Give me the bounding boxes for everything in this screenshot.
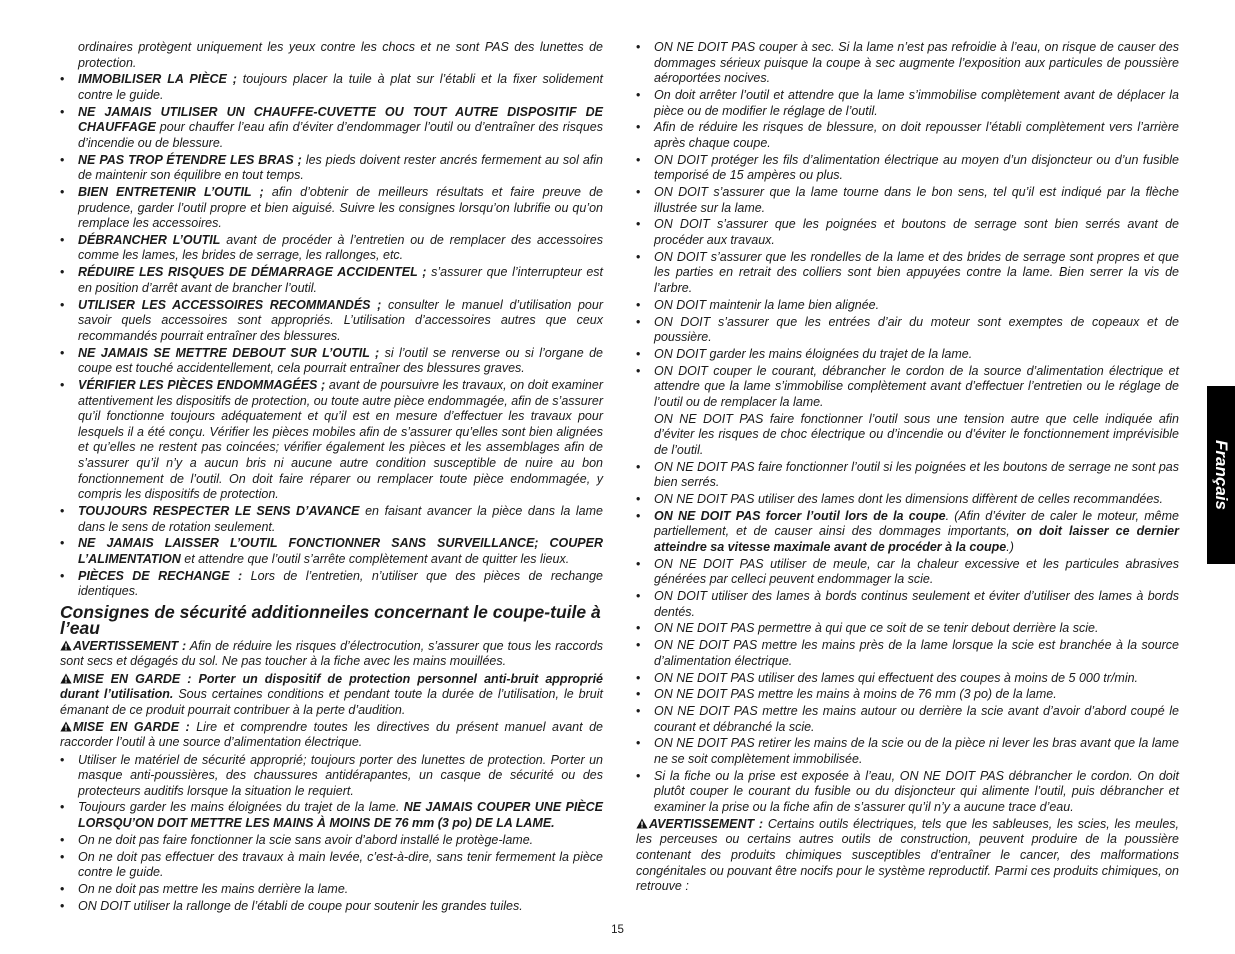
item-bold: UTILISER LES ACCESSOIRES RECOMMANDÉS ; — [78, 297, 382, 312]
list-item: • ON NE DOIT PAS utiliser de meule, car la chaleur excessive et les particules abrasives générées par celleci peuvent endommager la scie. — [636, 557, 1179, 588]
operation-rules-list-2 — [636, 460, 1179, 508]
list-item — [60, 833, 603, 849]
item-bold: NE JAMAIS COUPER UNE PIÈCE LORSQU’ON DOIT METTRE LES MAINS À MOINS DE 76 mm (3 po) DE LA LAME. — [78, 800, 603, 831]
list-item: • Afin de réduire les risques de blessure, on doit repousser l’établi complètement vers l’arrière après chaque coupe. — [636, 120, 1179, 151]
force-rule-text-2: .) — [1006, 539, 1014, 554]
warning-triangle-icon — [60, 640, 72, 651]
language-tab-label: Français — [1212, 440, 1231, 510]
list-item — [60, 153, 603, 184]
warning-text: Certains outils électriques, tels que les sableuses, les scies, les meules, les perceuses ou certains autres outils de construction, peuvent produire de la poussière contenant des produits chimiques susceptibles d’entraîner le cancer, des malformations congénitales ou pouvant être nocifs pour le système reproductif. Parmi ces produits chimiques, on retrouve : — [636, 816, 1180, 894]
list-item: • ON NE DOIT PAS mettre les mains à moins de 76 mm (3 po) de la lame. — [636, 687, 1179, 703]
list-item — [60, 882, 603, 898]
list-item: • ON DOIT s’assurer que les poignées et boutons de serrage sont bien serrés avant de procéder aux travaux. — [636, 217, 1179, 248]
list-item: • ON NE DOIT PAS utiliser des lames dont les dimensions diffèrent de celles recommandées. — [636, 492, 1179, 508]
list-item — [636, 509, 1179, 556]
item-text: si l’outil se renverse ou si l’organe de coupe est touché accidentellement, cela pourrait entraîner des blessures graves. — [78, 345, 603, 376]
item-bold: BIEN ENTRETENIR L’OUTIL ; — [78, 184, 264, 199]
list-item: • Si la fiche ou la prise est exposée à l’eau, ON NE DOIT PAS débrancher le cordon. On doit plutôt couper le courant du fusible ou du disjoncteur qui alimente l’outil, puis débrancher et examiner la prise ou la fiche afin de s’assurer qu’il n’y a aucune trace d’eau. — [636, 769, 1179, 816]
item-bold: DÉBRANCHER L’OUTIL — [78, 232, 221, 247]
list-item — [60, 346, 603, 377]
item-text: en faisant avancer la pièce dans la lame dans le sens de rotation seulement. — [78, 503, 603, 534]
item-text: avant de poursuivre les travaux, on doit examiner attentivement les dispositifs de protection, ou toute autre pièce endommagée, afin de s’assurer qu’il fonctionne toujours adéquatement et qu’il est en mesure d’effectuer les travaux pour lesquels il a été conçu. Vérifier les pièces mobiles afin de s’assurer qu’elles sont bien alignées et qu’elles ne restent pas coincées; vérifier également les pièces et les assemblages afin de s’assurer qu’il n’y a aucun bris ni aucune autre condition susceptible de nuire au bon fonctionnement de l’outil. On doit faire réparer ou remplacer toute pièce endommagée, y compris les dispositifs de protection. — [78, 377, 603, 502]
list-item — [60, 504, 603, 535]
page-number: 15 — [611, 924, 624, 936]
warning-triangle-icon — [60, 673, 72, 684]
list-item: • ON DOIT s’assurer que les rondelles de la lame et des brides de serrage sont propres et que les parties en retrait des colliers sont bien appuyées contre la lame. Bien serrer la vis de l’arbre. — [636, 250, 1179, 297]
item-bold: TOUJOURS RESPECTER LE SENS D’AVANCE — [78, 503, 360, 518]
warning-text: Afin de réduire les risques d’électrocution, s’assurer que tous les raccords sont secs et dégagés du sol. Ne pas toucher à la fiche avec les mains mouillées. — [60, 638, 604, 669]
list-item — [60, 185, 603, 232]
item-text: consulter le manuel d’utilisation pour savoir quels accessoires sont appropriés. L’utilisation d’accessoires autres que ceux recommandés pourrait entraîner des blessures. — [78, 297, 603, 343]
warning-label: AVERTISSEMENT : — [73, 638, 187, 653]
item-text: On ne doit pas faire fonctionner la scie sans avoir d’abord installé le protège-lame. — [78, 832, 534, 847]
list-item — [60, 298, 603, 345]
list-item: • ON NE DOIT PAS faire fonctionner l’outil si les poignées et les boutons de serrage ne sont pas bien serrés. — [636, 460, 1179, 491]
list-item: • ON NE DOIT PAS retirer les mains de la scie ou de la pièce ni lever les bras avant que la lame ne se soit complètement immobilisée. — [636, 736, 1179, 767]
warning-label: AVERTISSEMENT : — [649, 816, 764, 831]
item-bold: NE JAMAIS LAISSER L’OUTIL FONCTIONNER SANS SURVEILLANCE; COUPER L’ALIMENTATION — [78, 536, 603, 566]
list-item: • ON NE DOIT PAS permettre à qui que ce soit de se tenir debout derrière la scie. — [636, 621, 1179, 637]
item-text: les pieds doivent rester ancrés fermement au sol afin de maintenir son équilibre en tout temps. — [78, 152, 603, 183]
force-rule-list — [636, 509, 1179, 556]
language-tab — [1207, 386, 1235, 564]
item-text: On ne doit pas mettre les mains derrière la lame. — [78, 882, 349, 896]
list-item — [60, 105, 603, 152]
list-item: • ON DOIT utiliser des lames à bords continus seulement et éviter d’utiliser des lames à bords dentés. — [636, 589, 1179, 620]
warning-triangle-icon — [636, 818, 648, 829]
item-text: afin d’obtenir de meilleurs résultats et faire preuve de prudence, garder l’outil propre et bien aiguisé. Suivre les consignes lorsqu’on lubrifie ou qu’on remplace les accessoires. — [78, 184, 603, 231]
caution-read-manual — [60, 720, 603, 751]
item-text: ON DOIT utiliser la rallonge de l’établi de coupe pour soutenir les grandes tuiles. — [78, 898, 523, 913]
list-item — [60, 72, 603, 103]
voltage-note: ON NE DOIT PAS faire fonctionner l’outil sous une tension autre que celle indiquée afin d’éviter les risques de choc électrique ou d’incendie ou d’éviter le fonctionnement imprévisible de l’outil. — [654, 411, 1179, 457]
warning-electrocution — [60, 639, 603, 670]
section-heading: Consignes de sécurité additionneiles concernant le coupe-tuile à l’eau — [60, 601, 601, 638]
item-text: avant de procéder à l’entretien ou de remplacer des accessoires comme les lames, les brides de serrage, les rallonges, etc. — [78, 232, 603, 263]
caution-label: MISE EN GARDE : Porter un dispositif de protection personnel anti-bruit approprié durant l’utilisation. — [60, 671, 603, 702]
warning-triangle-icon — [60, 721, 72, 732]
list-item — [60, 536, 603, 567]
list-item — [60, 899, 603, 915]
item-text: Utiliser le matériel de sécurité approprié; toujours porter des lunettes de protection. Porter un masque anti-poussières, des chaussures antidérapantes, un casque de sécurité ou des protecteurs auditifs lorsque la situation le requiert. — [78, 752, 603, 798]
list-item: • ON NE DOIT PAS mettre les mains autour ou derrière la scie avant d’avoir d’abord coupé le courant et débranché la scie. — [636, 704, 1179, 735]
list-item — [60, 569, 603, 600]
item-text: Lors de l’entretien, n’utiliser que des pièces de rechange identiques. — [78, 568, 603, 599]
list-item: • On doit arrêter l’outil et attendre que la lame s’immobilise complètement avant de déplacer la pièce ou de modifier le réglage de l’outil. — [636, 88, 1179, 119]
item-text: pour chauffer l’eau afin d’éviter d’endommager l’outil ou d’entraîner des risques d’incendie ou de blessure. — [78, 120, 603, 150]
safety-rules-list — [60, 72, 603, 600]
list-item: • ON DOIT protéger les fils d’alimentation électrique au moyen d’un disjoncteur ou d’un fusible temporisé de 15 ampères ou plus. — [636, 153, 1179, 184]
list-item: • ON DOIT maintenir la lame bien alignée. — [636, 298, 1179, 314]
list-item — [60, 233, 603, 264]
item-text: toujours placer la tuile à plat sur l’établi et la fixer solidement contre le guide. — [78, 72, 603, 102]
force-rule-bold-2: on doit laisser ce dernier atteindre sa vitesse maximale avant de procéder à la coupe — [654, 524, 1179, 554]
item-bold: VÉRIFIER LES PIÈCES ENDOMMAGÉES ; — [78, 377, 326, 392]
list-item: • ON DOIT s’assurer que les entrées d’air du moteur sont exemptes de copeaux et de poussière. — [636, 315, 1179, 346]
caution-text: Lire et comprendre toutes les directives du présent manuel avant de raccorder l’outil à une source d’alimentation électrique. — [60, 719, 603, 750]
warning-chemicals — [636, 817, 1179, 895]
tile-saw-rules-list — [60, 753, 603, 915]
right-column — [636, 40, 1179, 896]
left-column — [60, 40, 603, 916]
operation-rules-list-3 — [636, 557, 1179, 816]
force-rule-text: . (Afin d’éviter de caler le moteur, même partiellement, et de causer ainsi des dommages importants, — [654, 508, 1179, 539]
item-bold: NE JAMAIS UTILISER UN CHAUFFE-CUVETTE OU TOUT AUTRE DISPOSITIF DE CHAUFFAGE — [78, 104, 603, 135]
list-item: • ON NE DOIT PAS couper à sec. Si la lame n’est pas refroidie à l’eau, on risque de causer des dommages sérieux puisque la coupe à sec augmente l’exposition aux particules de poussière aéroportées nocives. — [636, 40, 1179, 87]
item-bold: NE JAMAIS SE METTRE DEBOUT SUR L’OUTIL ; — [78, 345, 380, 360]
item-text: s’assurer que l’interrupteur est en position d’arrêt avant de brancher l’outil. — [78, 265, 603, 295]
item-text: On ne doit pas effectuer des travaux à main levée, c’est-à-dire, sans tenir fermement la pièce contre le guide. — [78, 849, 603, 880]
list-item — [60, 265, 603, 296]
operation-rules-list — [636, 40, 1179, 411]
list-item — [60, 753, 603, 800]
list-item: • ON DOIT s’assurer que la lame tourne dans le bon sens, tel qu’il est indiqué par la flèche illustrée sur la lame. — [636, 185, 1179, 216]
list-item — [60, 378, 603, 503]
caution-text: Sous certaines conditions et pendant toute la durée de l’utilisation, le bruit émanant de ce produit pourrait contribuer à la perte d’audition. — [60, 687, 604, 717]
caution-noise — [60, 672, 603, 719]
item-bold: IMMOBILISER LA PIÈCE ; — [78, 72, 237, 87]
intro-continuation: ordinaires protègent uniquement les yeux contre les chocs et ne sont PAS des lunettes de protection. — [78, 40, 603, 70]
force-rule-bold: ON NE DOIT PAS forcer l’outil lors de la coupe — [654, 508, 946, 523]
caution-label: MISE EN GARDE : — [73, 719, 190, 734]
item-bold: RÉDUIRE LES RISQUES DE DÉMARRAGE ACCIDENTEL ; — [78, 265, 427, 280]
list-item — [60, 800, 603, 831]
item-text: et attendre que l’outil s’arrête complètement avant de quitter les lieux. — [180, 551, 570, 566]
item-text: Toujours garder les mains éloignées du trajet de la lame. — [78, 800, 404, 815]
list-item: • ON DOIT couper le courant, débrancher le cordon de la source d’alimentation électrique et attendre que la lame s’immobilise complètement avant d’effectuer l’entretien ou le réglage de l’outil ou de remplacer la lame. — [636, 364, 1179, 411]
list-item: • ON NE DOIT PAS mettre les mains près de la lame lorsque la scie est branchée à la source d’alimentation électrique. — [636, 638, 1179, 669]
list-item: • ON DOIT garder les mains éloignées du trajet de la lame. — [636, 347, 1179, 363]
list-item: • ON NE DOIT PAS utiliser des lames qui effectuent des coupes à moins de 5 000 tr/min. — [636, 671, 1179, 687]
item-bold: PIÈCES DE RECHANGE : — [78, 568, 243, 583]
item-bold: NE PAS TROP ÉTENDRE LES BRAS ; — [78, 152, 302, 167]
list-item — [60, 850, 603, 881]
